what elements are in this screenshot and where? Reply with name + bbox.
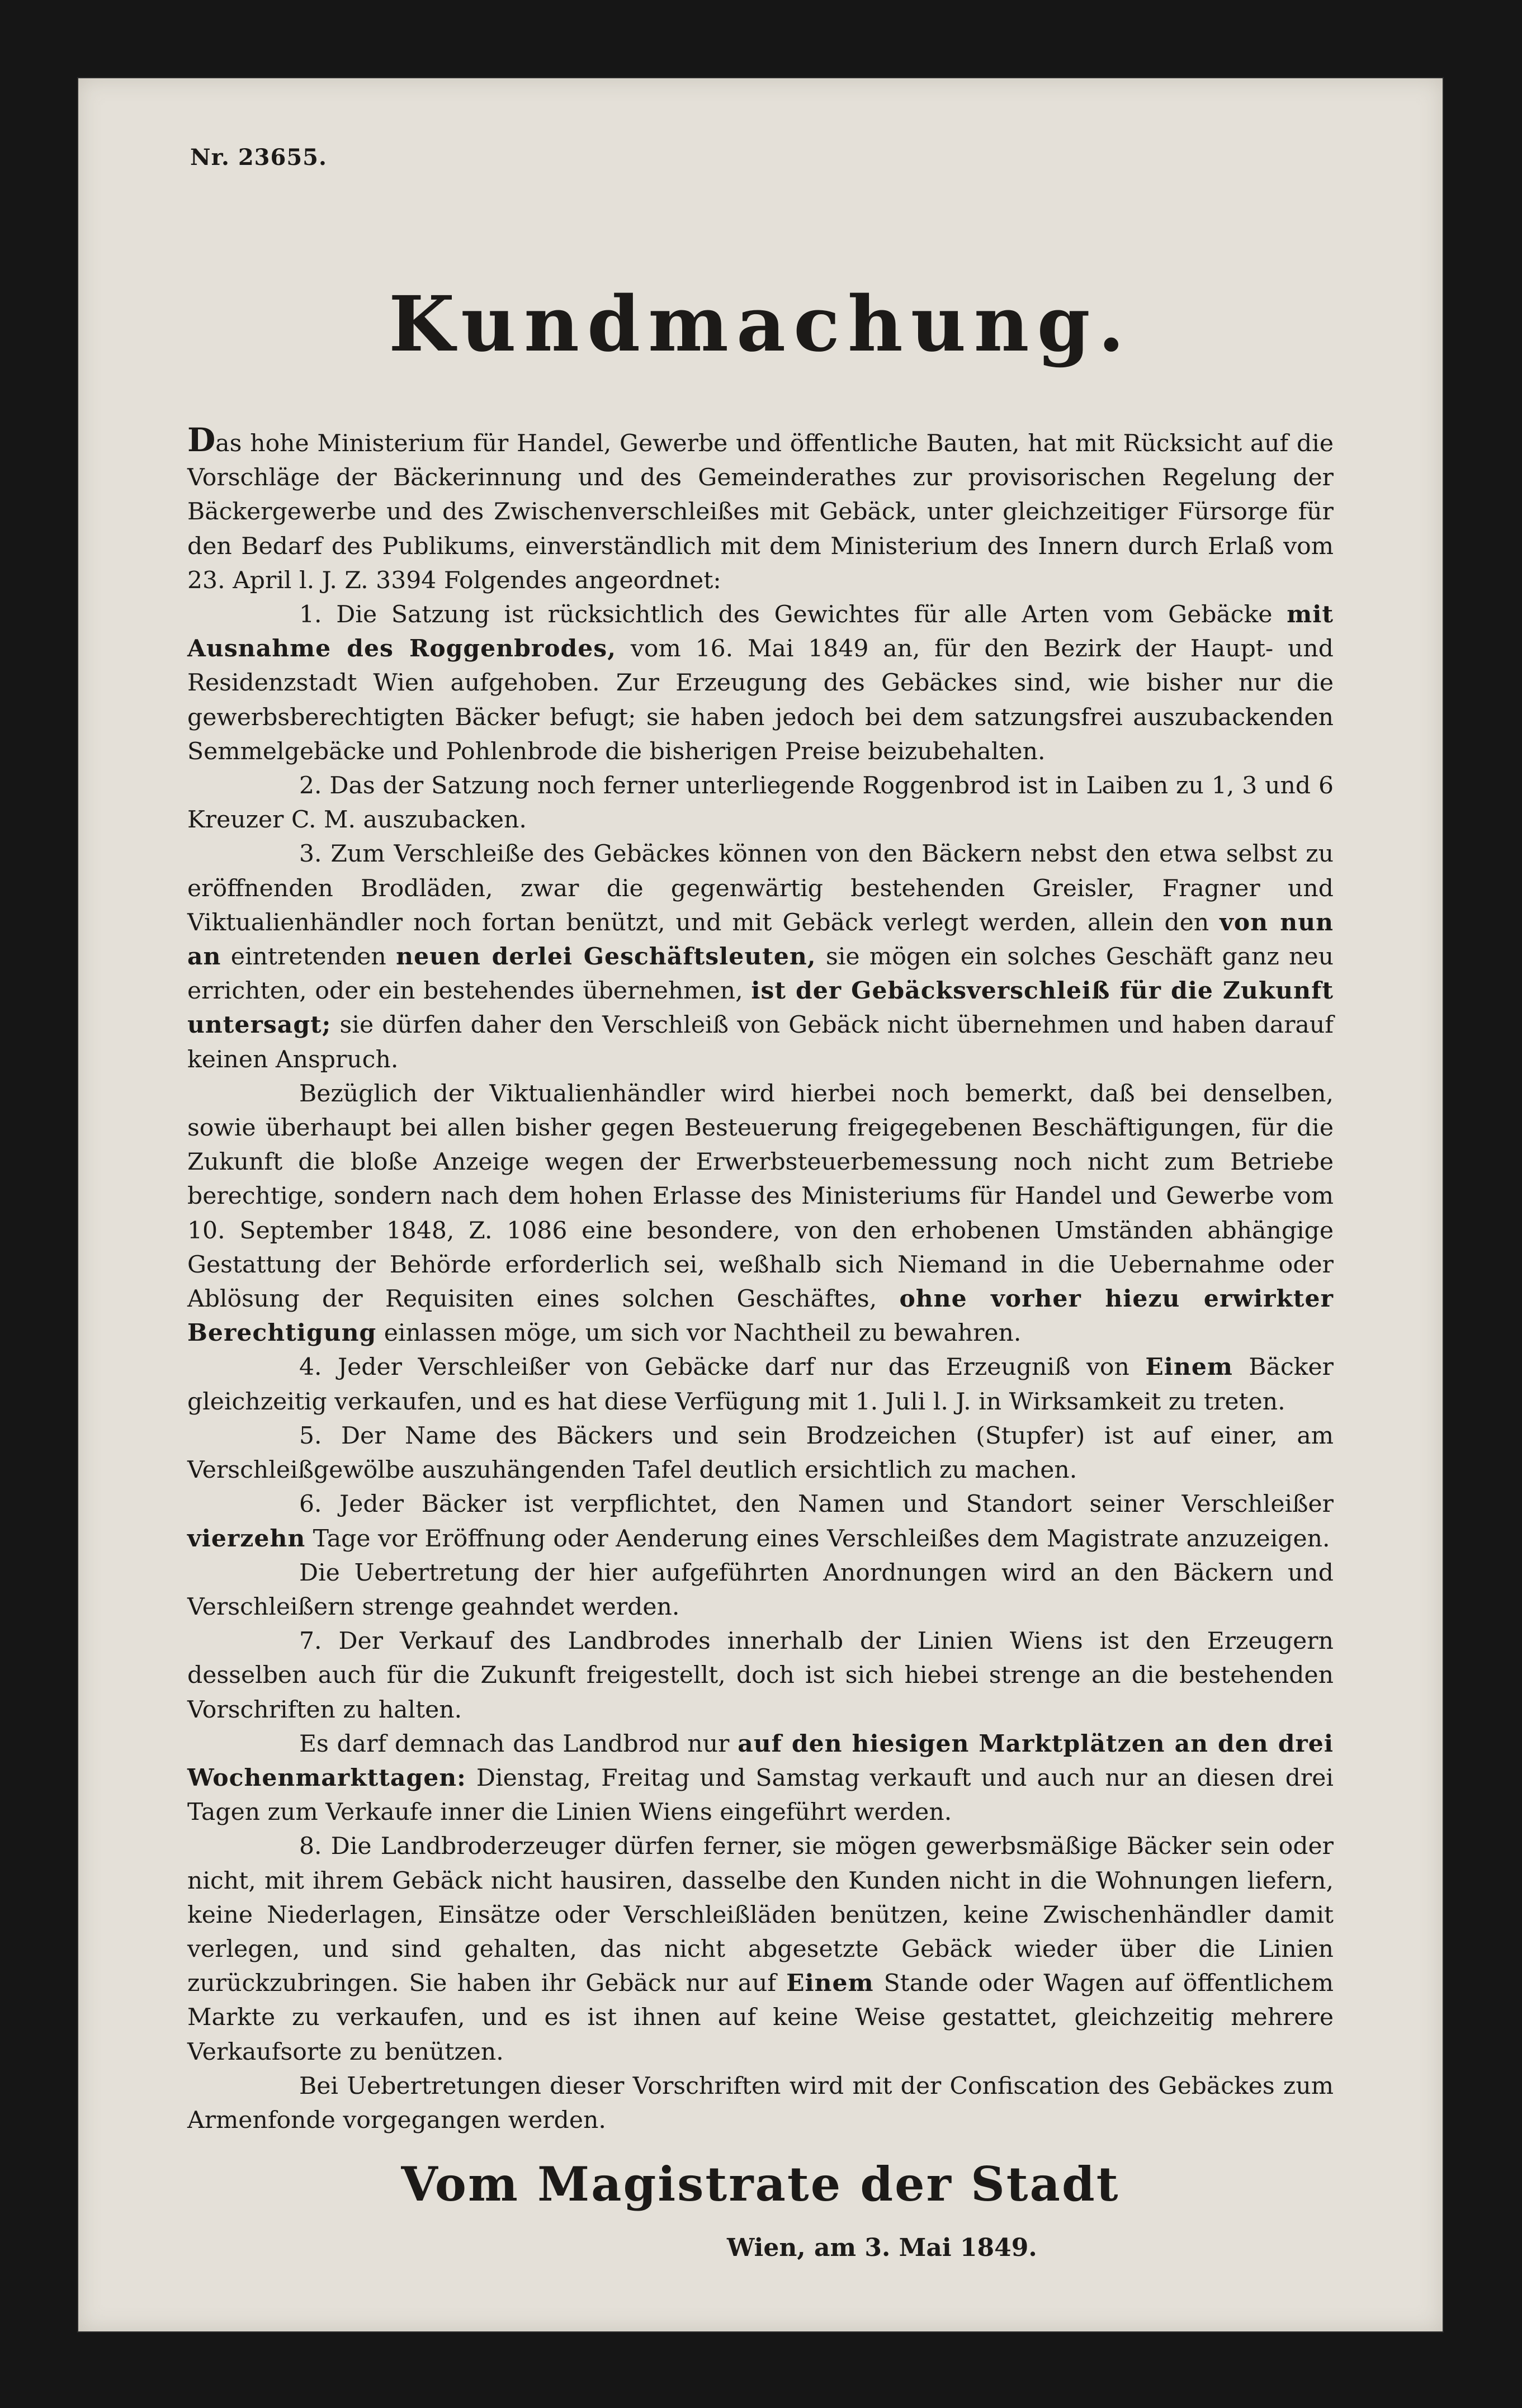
notice-body [187, 421, 1334, 2137]
clause-1: 1. Die Satzung ist rücksichtlich des Gewichtes für alle Arten vom Gebäcke mit Ausnahme des Roggenbrodes, vom 16. Mai 1849 an, für den Bezirk der Haupt- und Residenzstadt Wien aufgehoben. Zur Erzeugung des Gebäckes sind, wie bisher nur die gewerbsberechtigten Bäcker befugt; sie haben jedoch bei dem satzungsfrei auszubackenden Semmelgebäcke und Pohlenbrode die bisherigen Preise beizubehalten. [187, 600, 1334, 765]
clause-6-note: Die Uebertretung der hier aufgeführten Anordnungen wird an den Bäckern und Verschleißern strenge geahndet werden. [187, 1559, 1334, 1621]
clause-8-note: Bei Uebertretungen dieser Vorschriften wird mit der Confiscation des Gebäckes zum Armenfonde vorgegangen werden. [187, 2072, 1334, 2134]
clause-3: 3. Zum Verschleiße des Gebäckes können von den Bäckern nebst den etwa selbst zu eröffnenden Brodläden, zwar die gegenwärtig bestehenden Greisler, Fragner und Viktualienhändler noch fortan benützt, und mit Gebäck verlegt werden, allein den von nun an eintretenden neuen derlei Geschäftsleuten, sie mögen ein solches Geschäft ganz neu errichten, oder ein bestehendes übernehmen, ist der Gebäcksverschleiß für die Zukunft untersagt; sie dürfen daher den Verschleiß von Gebäck nicht übernehmen und haben darauf keinen Anspruch. [187, 840, 1334, 1073]
clause-6: 6. Jeder Bäcker ist verpflichtet, den Namen und Standort seiner Verschleißer vierzehn Tage vor Eröffnung oder Aenderung eines Verschleißes dem Magistrate anzuzeigen. [187, 1491, 1334, 1553]
date-line: Wien, am 3. Mai 1849. [727, 2234, 1037, 2262]
clause-7: 7. Der Verkauf des Landbrodes innerhalb der Linien Wiens ist den Erzeugern desselben auch für die Zukunft freigestellt, doch ist sich hiebei strenge an die bestehenden Vorschriften zu halten. [187, 1628, 1334, 1724]
signature: Vom Magistrate der Stadt [401, 2156, 1120, 2212]
notice-sheet [78, 78, 1443, 2331]
clause-4: 4. Jeder Verschleißer von Gebäcke darf nur das Erzeugniß von Einem Bäcker gleichzeitig verkaufen, und es hat diese Verfügung mit 1. Juli l. J. in Wirksamkeit zu treten. [187, 1353, 1334, 1416]
notice-number: Nr. 23655. [190, 144, 327, 171]
dropcap: D [187, 421, 216, 459]
clause-8: 8. Die Landbroderzeuger dürfen ferner, sie mögen gewerbsmäßige Bäcker sein oder nicht, mit ihrem Gebäck nicht hausiren, dasselbe den Kunden nicht in die Wohnungen liefern, keine Niederlagen, Einsätze oder Verschleißläden benützen, keine Zwischenhändler damit verlegen, und sind gehalten, das nicht abgesetzte Gebäck wieder über die Linien zurückzubringen. Sie haben ihr Gebäck nur auf Einem Stande oder Wagen auf öffentlichem Markte zu verkaufen, und es ist ihnen auf keine Weise gestattet, gleichzeitig mehrere Verkaufsorte zu benützen. [187, 1833, 1334, 2066]
clause-3-note: Bezüglich der Viktualienhändler wird hierbei noch bemerkt, daß bei denselben, sowie überhaupt bei allen bisher gegen Besteuerung freigegebenen Beschäftigungen, für die Zukunft die bloße Anzeige wegen der Erwerbsteuerbemessung noch nicht zum Betriebe berechtige, sondern nach dem hohen Erlasse des Ministeriums für Handel und Gewerbe vom 10. September 1848, Z. 1086 eine besondere, von den erhobenen Umständen abhängige Gestattung der Behörde erforderlich sei, weßhalb sich Niemand in die Uebernahme oder Ablösung der Requisiten eines solchen Geschäftes, ohne vorher hiezu erwirkter Berechtigung einlassen möge, um sich vor Nachtheil zu bewahren. [187, 1080, 1334, 1347]
clause-5: 5. Der Name des Bäckers und sein Brodzeichen (Stupfer) ist auf einer, am Verschleißgewölbe auszuhängenden Tafel deutlich ersichtlich zu machen. [187, 1422, 1334, 1484]
notice-title: Kundmachung. [389, 280, 1132, 369]
intro-paragraph: Das hohe Ministerium für Handel, Gewerbe und öffentliche Bauten, hat mit Rücksicht auf die Vorschläge der Bäckerinnung und des Gemeinderathes zur provisorischen Regelung der Bäckergewerbe und des Zwischenverschleißes mit Gebäck, unter gleichzeitiger Fürsorge für den Bedarf des Publikums, einverständlich mit dem Ministerium des Innern durch Erlaß vom 23. April l. J. Z. 3394 Folgendes angeordnet: [187, 421, 1334, 594]
clause-2: 2. Das der Satzung noch ferner unterliegende Roggenbrod ist in Laiben zu 1, 3 und 6 Kreuzer C. M. auszubacken. [187, 772, 1334, 834]
clause-7-note: Es darf demnach das Landbrod nur auf den hiesigen Marktplätzen an den drei Wochenmarkttagen: Dienstag, Freitag und Samstag verkauft und auch nur an diesen drei Tagen zum Verkaufe inner die Linien Wiens eingeführt werden. [187, 1729, 1334, 1827]
